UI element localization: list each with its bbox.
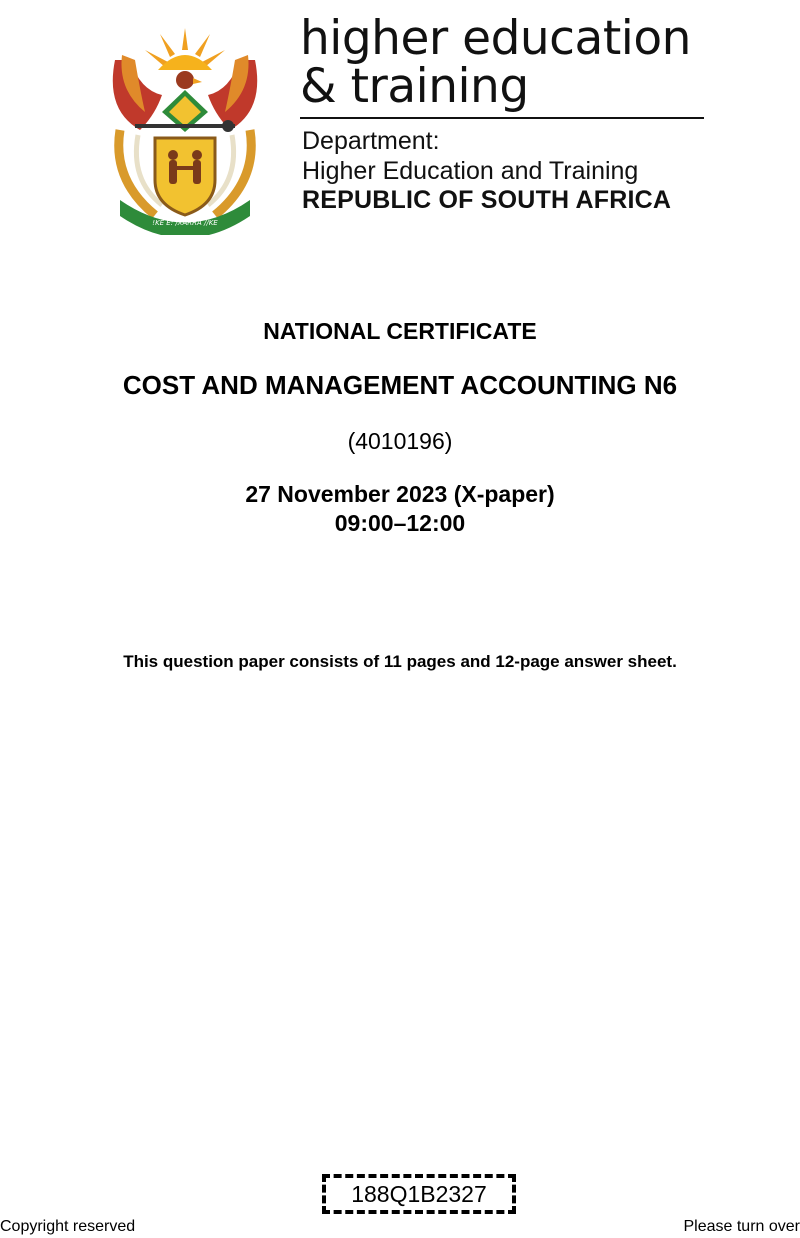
subject-code: (4010196) [347, 428, 453, 454]
brand-divider [300, 117, 704, 119]
certificate-title: NATIONAL CERTIFICATE [263, 318, 537, 344]
footer-copyright: Copyright reserved [0, 1218, 136, 1235]
paper-id-box [322, 1174, 516, 1214]
exam-date: 27 November 2023 (X-paper) [245, 481, 555, 507]
exam-time: 09:00–12:00 [334, 510, 466, 536]
brand-line-2: & training [300, 59, 529, 114]
footer-turn-over: Please turn over [683, 1218, 800, 1235]
sun-icon [145, 28, 225, 70]
department-name: Higher Education and Training [302, 157, 639, 185]
paper-id: 188Q1B2327 [351, 1181, 487, 1207]
department-label: Department: [302, 127, 440, 155]
brand-line-1: higher education [300, 11, 691, 66]
crest-motto: !KE E: /XARRA //KE [152, 219, 218, 227]
country-name: REPUBLIC OF SOUTH AFRICA [302, 186, 672, 214]
coat-of-arms-logo [100, 20, 270, 235]
pages-note: This question paper consists of 11 pages and 12-page answer sheet. [123, 652, 677, 671]
subject-title: COST AND MANAGEMENT ACCOUNTING N6 [122, 370, 678, 400]
